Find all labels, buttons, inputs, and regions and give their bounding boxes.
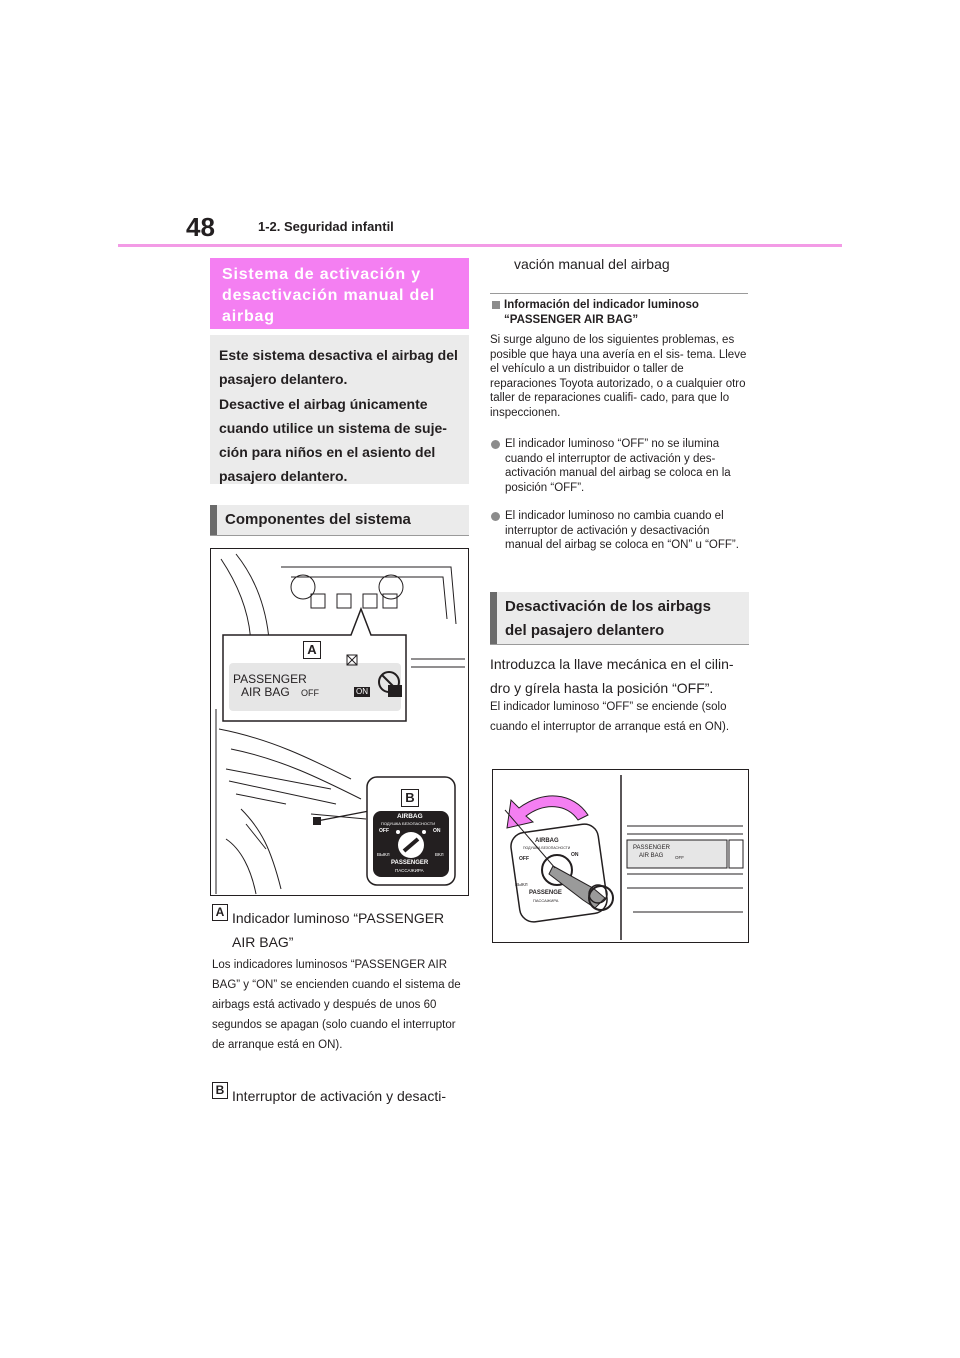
- switch-russian-bottom-text: ПАССАЖИРА: [395, 868, 424, 873]
- intro-summary-box: [210, 335, 469, 484]
- fig2-switch-airbag: AIRBAG: [535, 838, 559, 844]
- fig2-switch-russian-top: ПОДУШКА БЕЗОПАСНОСТИ: [523, 846, 571, 850]
- fig2-indicator-airbag: AIR BAG: [639, 853, 664, 859]
- info-rule: [490, 293, 748, 294]
- switch-passenger-text: PASSENGER: [391, 860, 429, 866]
- indicator-passenger-text: PASSENGER: [233, 672, 307, 686]
- intro-title-box: [210, 258, 469, 329]
- item-a-text: Los indicadores luminosos “PASSENGER AIR BAG” y “ON” se encienden cuando el sistema de airbags está activado y después de unos 60 segundos se apagan (solo cuando el interruptor de arranque está en ON).: [212, 959, 461, 1051]
- indicator-info-bullet-1: El indicador luminoso “OFF” no se ilumina cuando el interruptor de activación y des- activación manual del airbag se coloca en la posición “OFF”.: [505, 438, 731, 494]
- deactivation-heading-text: Desactivación de los airbags del pasajero delantero: [505, 598, 711, 639]
- deactivation-heading: [490, 592, 749, 645]
- item-b-title-part2: vación manual del airbag: [514, 256, 670, 272]
- heading-mark: [210, 505, 217, 535]
- header-rule: [118, 244, 842, 247]
- item-b-label: B: [212, 1082, 228, 1099]
- deactivation-figure: [492, 769, 749, 943]
- bullet-dot-1: [491, 440, 500, 449]
- switch-vykl-text: ВЫКЛ: [377, 852, 390, 857]
- bullet-dot-2: [491, 512, 500, 521]
- components-figure: [210, 548, 469, 896]
- switch-russian-top-text: ПОДУШКА БЕЗОПАСНОСТИ: [381, 821, 436, 826]
- fig2-indicator-off: OFF: [675, 855, 684, 860]
- callout-a: A: [303, 641, 321, 659]
- fig2-switch-vykl: ВЫКЛ: [515, 882, 528, 887]
- fig2-switch-on: ON: [571, 852, 579, 858]
- indicator-info-intro: Si surge alguno de los siguientes problemas, es posible que haya una avería en el sis- tema. Lleve el vehículo a un distribuidor o taller de reparaciones Toyota autorizado, o a cualquier otro taller de reparaciones cualifi- cado, para que lo inspeccionen.: [490, 334, 747, 419]
- indicator-airbag-text: AIR BAG: [241, 685, 290, 699]
- heading-mark: [490, 592, 497, 644]
- indicator-info-bullet-2: El indicador luminoso no cambia cuando el interruptor de activación y desactivación manual del airbag se coloca en “ON” u “OFF”.: [505, 510, 739, 551]
- components-heading-text: Componentes del sistema: [225, 511, 411, 528]
- deactivation-instruction: Introduzca la llave mecánica en el cilin- dro y gírela hasta la posición “OFF”.: [490, 656, 734, 696]
- info-square-mark: [492, 301, 500, 309]
- fig2-switch-off: OFF: [519, 856, 529, 862]
- switch-off-text: OFF: [379, 828, 389, 834]
- switch-vkl-text: ВКЛ: [435, 852, 444, 857]
- intro-title: Sistema de activación y desactivación manual del airbag: [222, 266, 436, 325]
- deactivation-note: El indicador luminoso “OFF” se enciende (solo cuando el interruptor de arranque está en ON).: [490, 701, 730, 733]
- dashboard-illustration: [211, 549, 468, 895]
- fig2-switch-passenger: PASSENGE: [529, 890, 562, 896]
- switch-airbag-text: AIRBAG: [397, 813, 423, 820]
- intro-paragraph-2: Desactive el airbag únicamente cuando utilice un sistema de suje- ción para niños en el asiento del pasajero delantero.: [219, 396, 447, 484]
- item-a-title: Indicador luminoso “PASSENGER AIR BAG”: [232, 910, 445, 950]
- callout-b: B: [401, 789, 419, 807]
- item-b-title-part1: Interruptor de activación y desacti-: [232, 1088, 446, 1104]
- indicator-on-text: ON: [356, 687, 368, 696]
- item-a-label: A: [212, 904, 228, 921]
- indicator-off-text: OFF: [301, 688, 319, 698]
- fig2-switch-russian-bottom: ПАССАЖИРА: [533, 898, 559, 903]
- switch-on-text: ON: [433, 828, 441, 834]
- key-turn-illustration: [493, 770, 748, 942]
- section-title: 1-2. Seguridad infantil: [258, 219, 394, 234]
- indicator-info-heading: Información del indicador luminoso “PASSENGER AIR BAG”: [504, 299, 699, 326]
- intro-paragraph-1: Este sistema desactiva el airbag del pasajero delantero.: [219, 347, 458, 387]
- page-number: 48: [186, 212, 215, 242]
- fig2-indicator-passenger: PASSENGER: [633, 845, 670, 851]
- components-heading: [210, 505, 469, 536]
